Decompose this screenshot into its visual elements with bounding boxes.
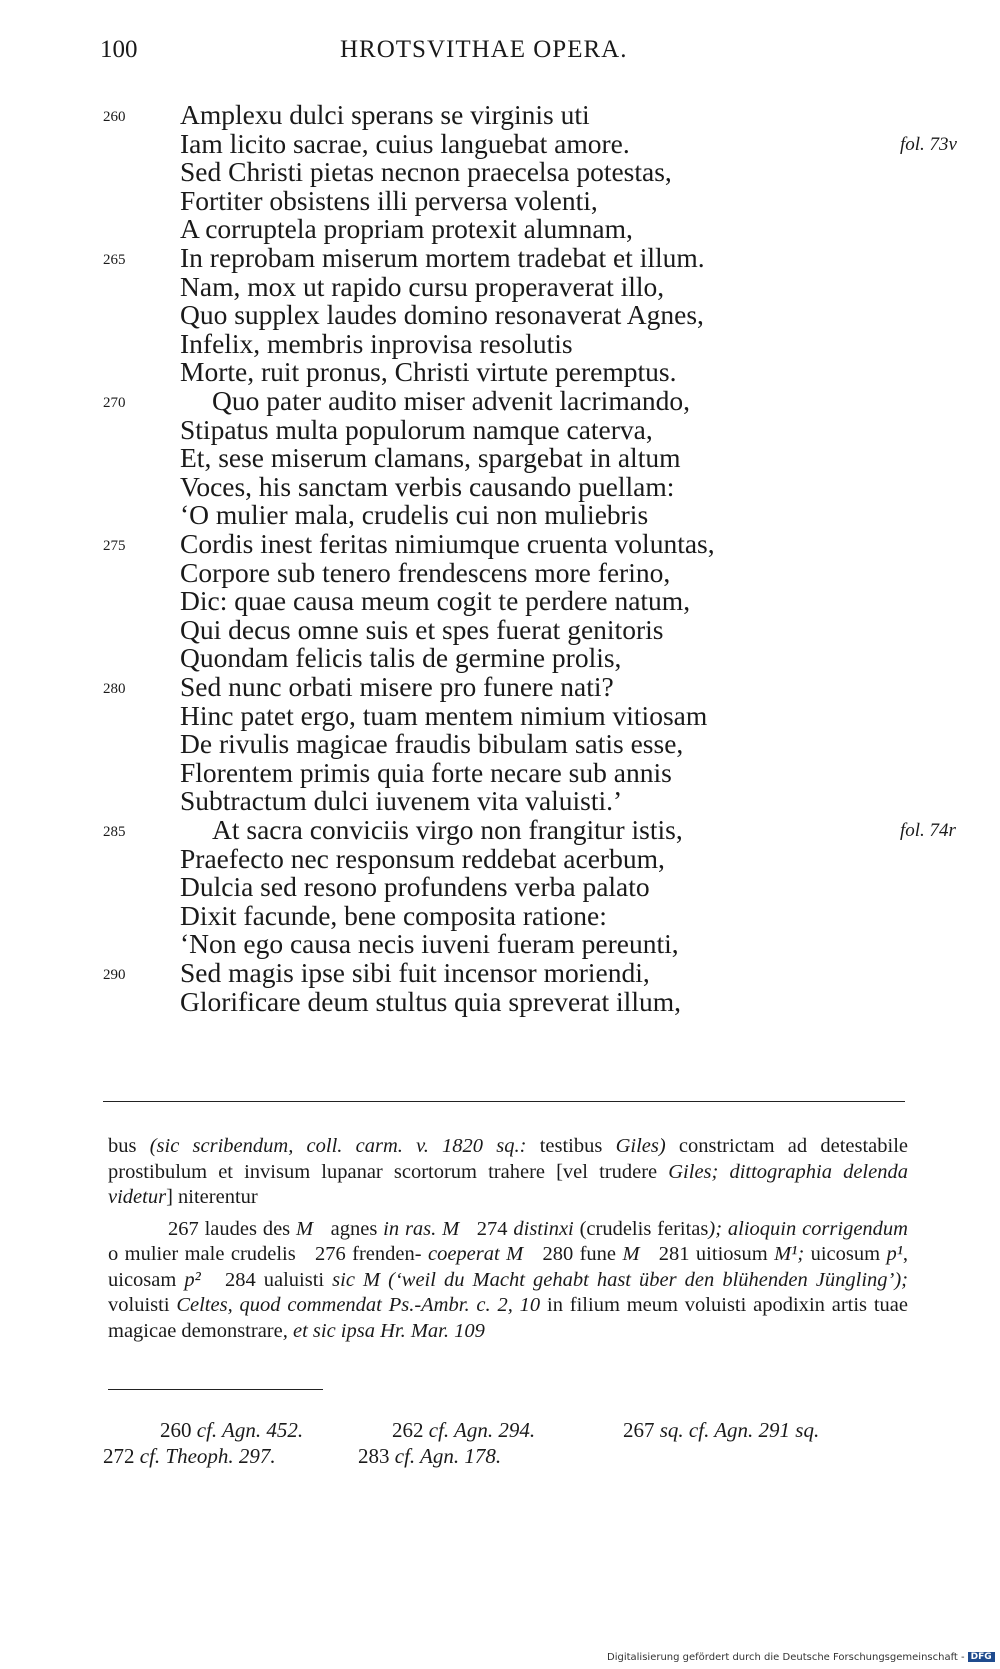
verse-text: Amplexu dulci sperans se virginis uti [180,99,590,130]
verse-line [0,844,1000,874]
source-citation: cf. Agn. 178. [394,1444,502,1468]
verse-text: Et, sese miserum clamans, spargebat in altum [180,442,681,474]
source-reference [623,1418,819,1443]
line-number: 285 [103,824,126,840]
verse-line [0,415,1000,445]
verse-text: Stipatus multa populorum namque caterva, [180,413,653,445]
verse-line [0,300,1000,330]
line-number: 270 [103,395,126,411]
verse-text: Fortiter obsistens illi perversa volenti, [180,184,598,216]
verse-line [0,558,1000,588]
apparatus-paragraph [108,1217,914,1345]
verse-line [0,329,1000,359]
verse-text: Morte, ruit pronus, Christi virtute peremptus. [180,356,677,388]
apparatus-run: (crudelis feritas [573,1217,709,1240]
apparatus-run: agnes [313,1217,384,1240]
verse-line [0,357,1000,387]
verse-text: Glorificare deum stultus quia spreverat illum, [180,985,681,1017]
apparatus-run: voluisti [108,1268,914,1316]
verse-line [0,472,1000,502]
apparatus-run: ); alioquin corrigendum [708,1217,908,1240]
apparatus-run: in filium meum voluisti apodixin artis tuae magicae demonstrare [108,1294,914,1342]
verse-line [0,672,1000,702]
sources-divider [108,1389,323,1390]
apparatus-run: bus [108,1135,150,1157]
apparatus-run: 274 [459,1217,514,1240]
verse-text: Corpore sub tenero frendescens more ferino, [180,556,671,588]
verse-line [0,214,1000,244]
verse-text: Quo supplex laudes domino resonaverat Agnes, [180,299,704,331]
verse-line [0,815,1000,845]
verse-text: ‘O mulier mala, crudelis cui non muliebris [180,499,649,531]
source-citation: cf. Agn. 452. [196,1418,304,1442]
source-line-number: 267 [623,1418,660,1442]
verse-line [0,701,1000,731]
source-citation: sq. cf. Agn. 291 sq. [659,1418,820,1442]
folio-marker: fol. 73v [900,133,957,155]
verse-line [0,586,1000,616]
verse-line [0,100,1000,130]
apparatus-run: Giles) [615,1135,666,1157]
apparatus-run: o mulier male crudelis 276 frenden- [108,1217,914,1265]
verse-line [0,500,1000,530]
apparatus-run: , uicosam [108,1243,914,1291]
apparatus-run: 284 ualuisti [200,1268,333,1291]
verse-line [0,729,1000,759]
verse-text: De rivulis magicae fraudis bibulam satis esse, [180,728,684,760]
apparatus-run: p¹ [886,1243,903,1265]
running-title: HROTSVITHAE OPERA. [340,36,628,63]
verse-text: Quondam felicis talis de germine prolis, [180,642,622,674]
verse-text: Hinc patet ergo, tuam mentem nimium vitiosam [180,699,708,731]
apparatus-run: 267 laudes des [168,1217,296,1240]
credit-text: Digitalisierung gefördert durch die Deutsche Forschungsgemeinschaft - [607,1652,965,1663]
dfg-logo: DFG [968,1652,995,1662]
verse-line [0,958,1000,988]
verse-text: At sacra conviciis virgo non frangitur istis, [212,814,683,845]
verse-line [0,929,1000,959]
apparatus-run: p² [184,1268,201,1291]
verse-line [0,129,1000,159]
verse-text: Voces, his sanctam verbis causando puellam: [180,470,675,502]
verse-text: A corruptela propriam protexit alumnam, [180,213,633,245]
verse-line [0,987,1000,1017]
verse-text: Sed nunc orbati misere pro funere nati? [180,671,614,702]
apparatus-run: ] niterentur [166,1186,258,1208]
verse-text: Florentem primis quia forte necare sub annis [180,756,672,788]
apparatus-run: M¹; [774,1243,811,1265]
verse-text: Dixit facunde, bene composita ratione: [180,899,607,931]
source-citation: cf. Theoph. 297. [139,1444,276,1468]
apparatus-run: M [296,1217,314,1240]
digitization-credit [607,1652,995,1663]
verse-text: Qui decus omne suis et spes fuerat genitoris [180,613,664,645]
source-reference [358,1444,501,1469]
verse-line [0,872,1000,902]
verse-text: In reprobam miserum mortem tradebat et illum. [180,242,705,273]
apparatus-run: sic M (‘weil du Macht gehabt hast über den blühenden Jüngling’); [332,1268,909,1291]
verse-line [0,243,1000,273]
source-citation: cf. Agn. 294. [428,1418,536,1442]
line-number: 260 [103,109,126,125]
source-line-number: 260 [160,1418,197,1442]
verse-text: Nam, mox ut rapido cursu properaverat illo, [180,270,665,302]
verse-line [0,386,1000,416]
source-line-number: 272 [103,1444,140,1468]
line-number: 290 [103,967,126,983]
verse-line [0,186,1000,216]
apparatus-run: uicosum [810,1243,887,1265]
line-number: 265 [103,252,126,268]
verse-text: ‘Non ego causa necis iuveni fueram pereunti, [180,928,679,960]
apparatus-run: testibus [526,1135,616,1157]
verse-text: Subtractum dulci iuvenem vita valuisti.’ [180,785,623,817]
apparatus-run: in ras. M [383,1217,460,1240]
verse-line [0,272,1000,302]
apparatus-run: distinxi [513,1217,574,1240]
verse-text: Quo pater audito miser advenit lacrimando, [212,385,691,416]
verse-text: Praefecto nec responsum reddebat acerbum, [180,842,665,874]
apparatus-run: M [622,1243,640,1265]
apparatus-run: (sic scribendum, coll. carm. v. 1820 sq.: [149,1135,527,1157]
critical-apparatus [108,1134,914,1344]
line-number: 280 [103,681,126,697]
line-number: 275 [103,538,126,554]
verse-line [0,615,1000,645]
verse-text: Infelix, membris inprovisa resolutis [180,327,573,359]
verse-text: Sed magis ipse sibi fuit incensor moriendi, [180,957,650,988]
verse-line [0,529,1000,559]
source-reference [103,1444,276,1469]
apparatus-run: 281 uitiosum [639,1243,775,1265]
verse-line [0,643,1000,673]
apparatus-run: coeperat M [427,1243,524,1265]
verse-line [0,901,1000,931]
verse-text: Dulcia sed resono profundens verba palato [180,871,650,903]
page-header [0,36,1000,76]
verse-text: Sed Christi pietas necnon praecelsa potestas, [180,156,672,188]
verse-text: Dic: quae causa meum cogit te perdere natum, [180,585,691,617]
source-reference [392,1418,535,1443]
apparatus-paragraph [108,1134,914,1211]
verse-text: Iam licito sacrae, cuius languebat amore. [180,127,630,159]
verse-line [0,157,1000,187]
verse-text: Cordis inest feritas nimiumque cruenta voluntas, [180,528,715,559]
verse-line [0,758,1000,788]
page-number: 100 [100,36,138,63]
apparatus-run: 280 fune [523,1243,623,1265]
verse-line [0,443,1000,473]
source-line-number: 262 [392,1418,429,1442]
folio-marker: fol. 74r [900,820,956,841]
apparatus-run: Celtes, quod commendat Ps.-Ambr. c. 2, 10 [176,1294,541,1316]
apparatus-divider [103,1101,905,1102]
source-reference [160,1418,303,1443]
apparatus-run: constrictam ad detestabile prostibulum et invisum lupanar scortorum trahere [vel trudere [108,1135,914,1183]
apparatus-run: , et sic ipsa Hr. Mar. 109 [282,1319,485,1342]
apparatus-run: Giles; dittographia delenda videtur [108,1160,914,1208]
verse-line [0,786,1000,816]
source-line-number: 283 [358,1444,395,1468]
